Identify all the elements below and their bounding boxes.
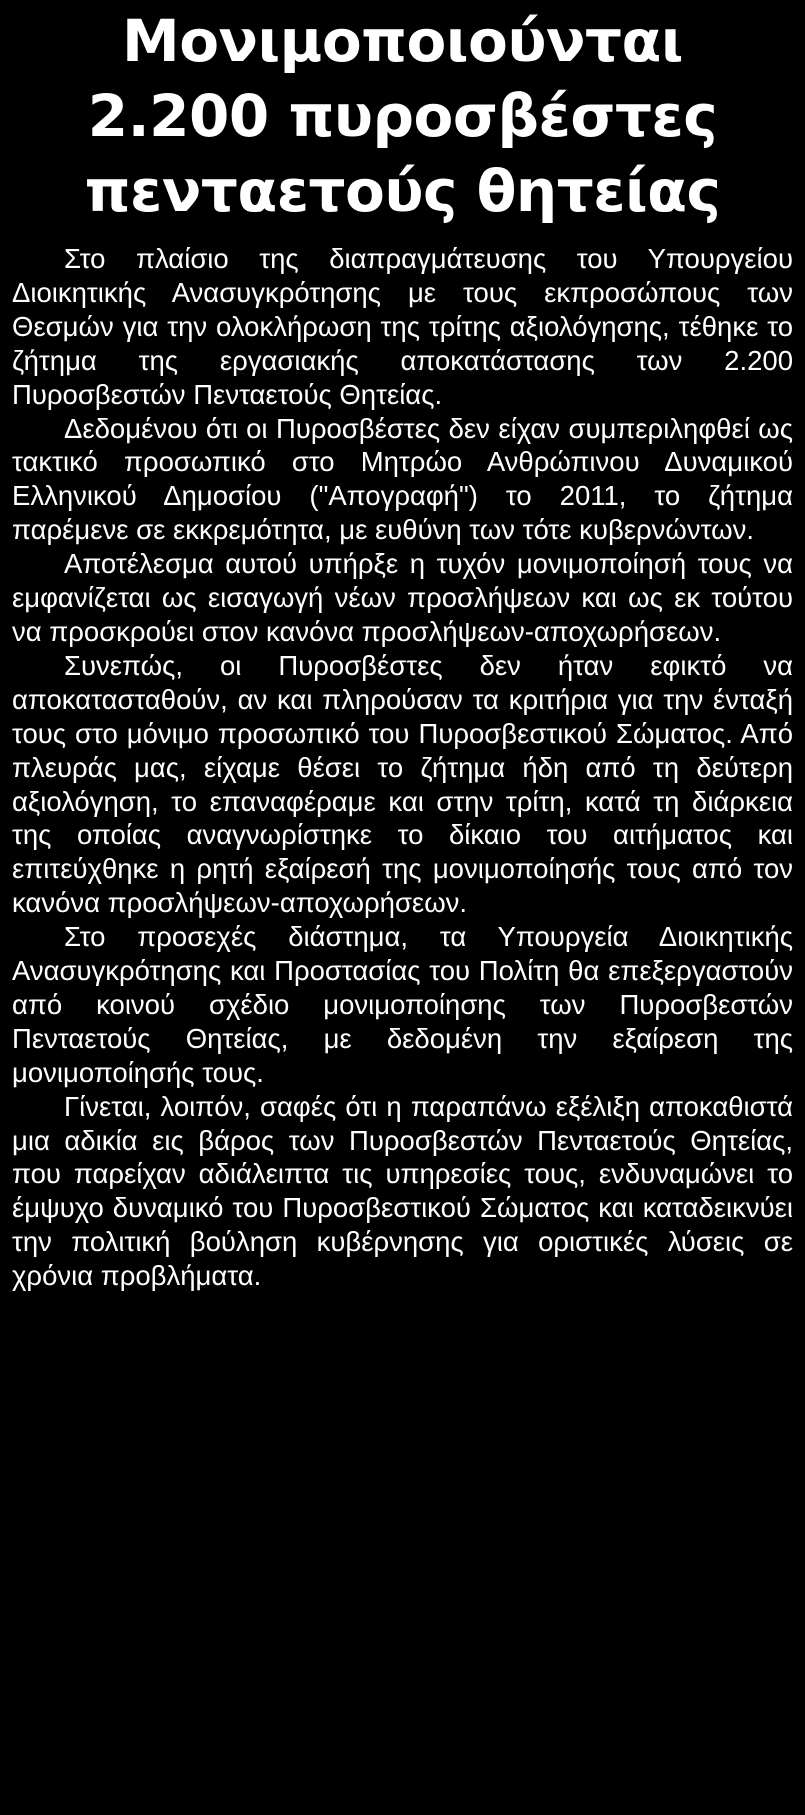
headline-line-1: Μονιμοποιούνται: [121, 7, 683, 75]
headline: [12, 4, 793, 229]
article-paragraph-1: Στο πλαίσιο της διαπραγμάτευσης του Υπουργείου Διοικητικής Ανασυγκρότησης με τους εκπροσώπους των Θεσμών για την ολοκλήρωση της τρίτης αξιολόγησης, τέθηκε το ζήτημα της εργασιακής αποκατάστασης των 2.200 Πυροσβεστών Πενταετούς Θητείας.: [12, 243, 793, 410]
article-body: [12, 242, 793, 1293]
article-paragraph-3: Αποτέλεσμα αυτού υπήρξε η τυχόν μονιμοποίησή τους να εμφανίζεται ως εισαγωγή νέων προσλήψεων και ως εκ τούτου να προσκρούει στον κανόνα προσλήψεων-αποχωρήσεων.: [12, 548, 793, 647]
article-paragraph-2: Δεδομένου ότι οι Πυροσβέστες δεν είχαν συμπεριληφθεί ως τακτικό προσωπικό στο Μητρώο Ανθρώπινου Δυναμικού Ελληνικού Δημοσίου ("Απογραφή") το 2011, το ζήτημα παρέμενε σε εκκρεμότητα, με ευθύνη των τότε κυβερνώντων.: [12, 412, 793, 546]
article-paragraph-6: Γίνεται, λοιπόν, σαφές ότι η παραπάνω εξέλιξη αποκαθιστά μια αδικία εις βάρος των Πυροσβεστών Πενταετούς Θητείας, που παρείχαν αδιάλειπτα τις υπηρεσίες τους, ενδυναμώνει το έμψυχο δυναμικό του Πυροσβεστικού Σώματος και καταδεικνύει την πολιτική βούληση κυβέρνησης για οριστικές λύσεις σε χρόνια προβλήματα.: [12, 1090, 793, 1292]
article-paragraph-4: Συνεπώς, οι Πυροσβέστες δεν ήταν εφικτό να αποκατασταθούν, αν και πληρούσαν τα κριτήρια για την ένταξή τους στο μόνιμο προσωπικό του Πυροσβεστικού Σώματος. Από πλευράς μας, είχαμε θέσει το ζήτημα ήδη από τη δεύτερη αξιολόγηση, το επαναφέραμε και στην τρίτη, κατά τη διάρκεια της οποίας αναγνωρίστηκε το δίκαιο του αιτήματος και επιτεύχθηκε η ρητή εξαίρεσή της μονιμοποίησής τους από τον κανόνα προσλήψεων-αποχωρήσεων.: [12, 649, 793, 919]
headline-line-3: πενταετούς θητείας: [84, 157, 721, 225]
article-paragraph-5: Στο προσεχές διάστημα, τα Υπουργεία Διοικητικής Ανασυγκρότησης και Προστασίας του Πολίτη θα επεξεργαστούν από κοινού σχέδιο μονιμοποίησης των Πυροσβεστών Πενταετούς Θητείας, με δεδομένη την εξαίρεση της μονιμοποίησής τους.: [12, 921, 793, 1088]
headline-line-2: 2.200 πυροσβέστες: [87, 82, 718, 150]
